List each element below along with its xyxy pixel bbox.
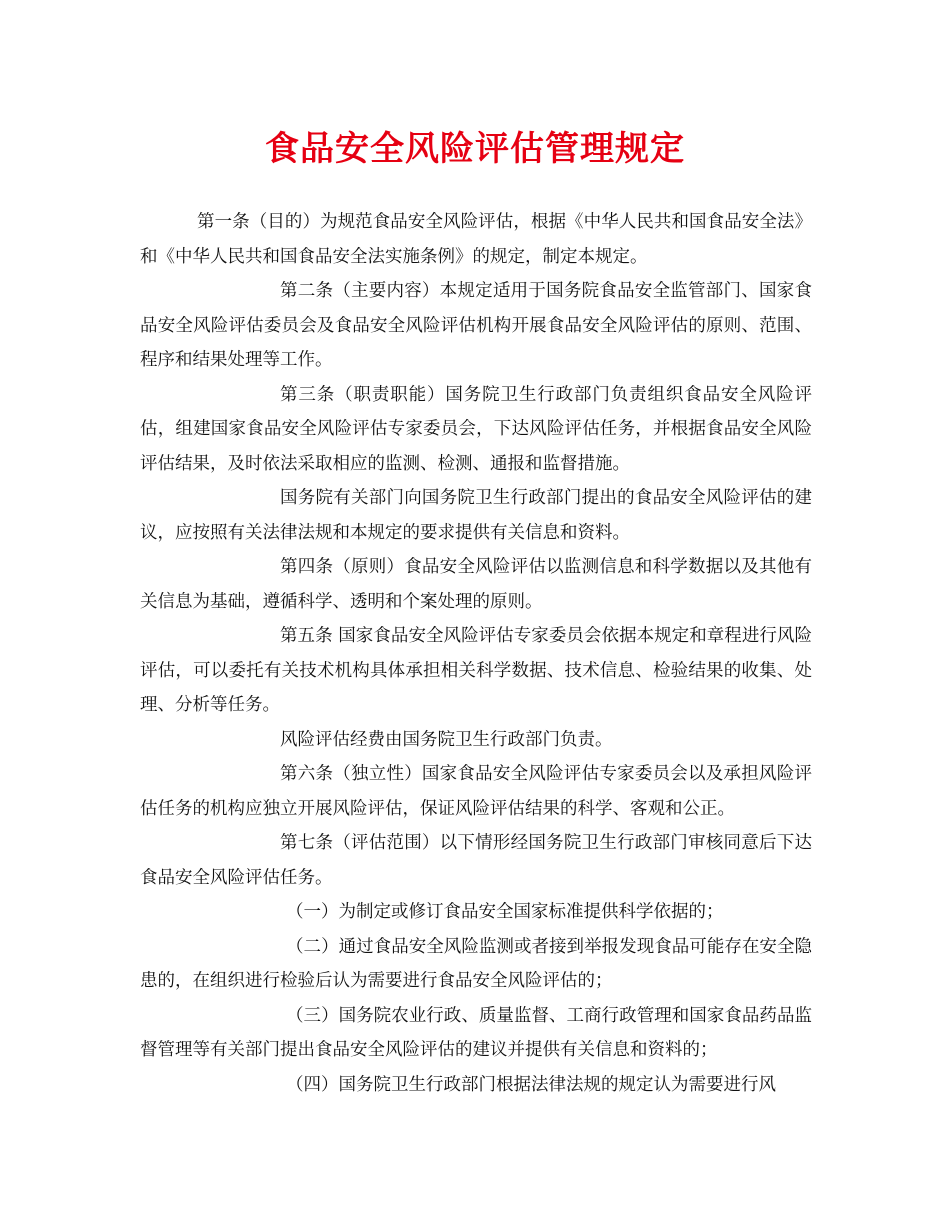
list-item-1: （一）为制定或修订食品安全国家标准提供科学依据的； <box>286 902 724 922</box>
paragraph-article-6: 第六条（独立性）国家食品安全风险评估专家委员会以及承担风险评估任务的机构应独立开展风险评估，保证风险评估结果的科学、客观和公正。 <box>140 764 812 819</box>
paragraph-article-3-continued: 国务院有关部门向国务院卫生行政部门提出的食品安全风险评估的建议，应按照有关法律法规和本规定的要求提供有关信息和资料。 <box>140 488 812 543</box>
list-item-3: （三）国务院农业行政、质量监督、工商行政管理和国家食品药品监督管理等有关部门提出食品安全风险评估的建议并提供有关信息和资料的； <box>140 1005 812 1060</box>
paragraph-article-2: 第二条（主要内容）本规定适用于国务院食品安全监管部门、国家食品安全风险评估委员会及食品安全风险评估机构开展食品安全风险评估的原则、范围、程序和结果处理等工作。 <box>140 281 812 370</box>
paragraph-article-7: 第七条（评估范围）以下情形经国务院卫生行政部门审核同意后下达食品安全风险评估任务。 <box>140 833 812 888</box>
paragraph-article-5-funding: 风险评估经费由国务院卫生行政部门负责。 <box>280 729 613 750</box>
list-item-2: （二）通过食品安全风险监测或者接到举报发现食品可能存在安全隐患的，在组织进行检验后认为需要进行食品安全风险评估的； <box>140 936 812 991</box>
list-item-4: （四）国务院卫生行政部门根据法律法规的规定认为需要进行风 <box>286 1074 776 1095</box>
paragraph-article-5: 第五条 国家食品安全风险评估专家委员会依据本规定和章程进行风险评估，可以委托有关技术机构具体承担相关科学数据、技术信息、检验结果的收集、处理、分析等任务。 <box>140 626 812 715</box>
paragraph-article-1: 第一条（目的）为规范食品安全风险评估，根据《中华人民共和国食品安全法》和《中华人民共和国食品安全法实施条例》的规定，制定本规定。 <box>140 212 812 267</box>
paragraph-article-4: 第四条（原则）食品安全风险评估以监测信息和科学数据以及其他有关信息为基础，遵循科学、透明和个案处理的原则。 <box>140 557 812 612</box>
document-title: 食品安全风险评估管理规定 <box>265 129 685 169</box>
paragraph-article-3: 第三条（职责职能）国务院卫生行政部门负责组织食品安全风险评估，组建国家食品安全风险评估专家委员会，下达风险评估任务，并根据食品安全风险评估结果，及时依法采取相应的监测、检测、通报和监督措施。 <box>140 384 812 474</box>
document-body <box>140 205 812 1102</box>
